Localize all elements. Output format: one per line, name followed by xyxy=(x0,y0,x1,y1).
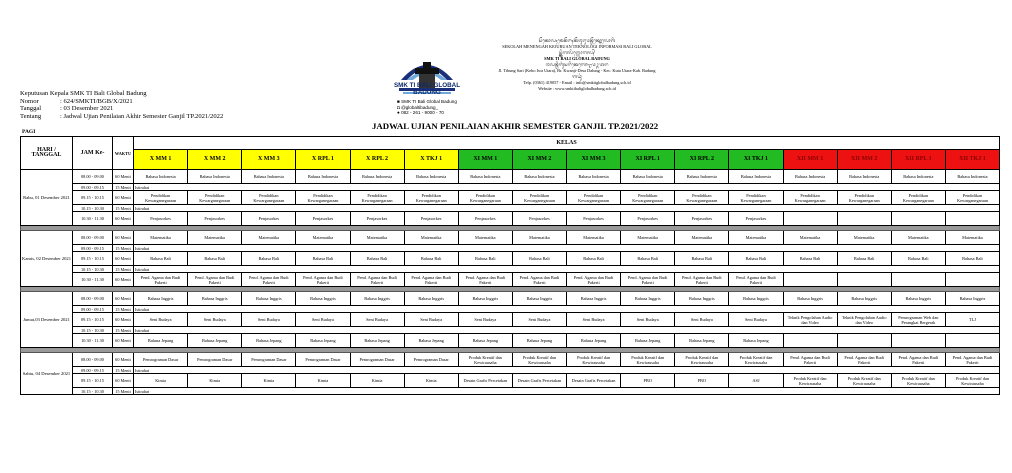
class-header: XI TKJ 1 xyxy=(729,150,783,170)
whatsapp-icon: ● xyxy=(397,110,402,116)
subject-cell: Produk Kreatif dan Kewirausaha xyxy=(891,374,945,388)
time-cell: 10.15 - 10.30 xyxy=(73,388,113,395)
subject-cell: Bahasa Indonesia xyxy=(783,170,837,184)
subject-cell: Produk Kreatif dan Kewirausaha xyxy=(458,353,512,367)
class-header: X TKJ 1 xyxy=(404,150,458,170)
time-cell: 09.15 - 10.15 xyxy=(73,313,113,327)
subject-cell: Bahasa Bali xyxy=(350,252,404,266)
subject-cell: Pend. Agama dan Budi Pakerti xyxy=(296,273,350,287)
subject-cell: Matematika xyxy=(783,231,837,245)
subject-cell: Seni Budaya xyxy=(350,313,404,327)
subject-cell: Kimia xyxy=(242,374,296,388)
subject-cell xyxy=(783,273,837,287)
subject-cell: Bahasa Jepang xyxy=(350,334,404,348)
header-jam: JAM Ke- xyxy=(73,137,113,170)
decree-label: Tanggal xyxy=(20,105,42,113)
session-label: PAGI xyxy=(22,129,36,135)
subject-cell: Bahasa Bali xyxy=(188,252,242,266)
subject-cell: Matematika xyxy=(404,231,458,245)
class-header: XII MM 1 xyxy=(783,150,837,170)
subject-cell: Bahasa Jepang xyxy=(567,334,621,348)
whatsapp-contact: ● 082 - 261 - 9000 - 70 xyxy=(397,110,444,116)
time-cell: 10.15 - 10.30 xyxy=(73,266,113,273)
subject-cell: Bahasa Indonesia xyxy=(837,170,891,184)
subject-cell: Pendidikan Kewarganegaraan xyxy=(891,191,945,205)
subject-cell: Matematika xyxy=(945,231,999,245)
duration-cell: 15 Menit xyxy=(113,245,134,252)
day-cell: Rabu, 01 Desember 2021 xyxy=(21,170,73,226)
time-cell: 09.00 - 09.15 xyxy=(73,367,113,374)
subject-cell: Penjasorkes xyxy=(404,212,458,226)
subject-cell: Pemrograman Dasar xyxy=(134,353,188,367)
duration-cell: 15 Menit xyxy=(113,306,134,313)
subject-cell: Pendidikan Kewarganegaraan xyxy=(296,191,350,205)
subject-cell: Pend. Agama dan Budi Pakerti xyxy=(242,273,296,287)
subject-cell: Bahasa Bali xyxy=(783,252,837,266)
subject-cell: Bahasa Bali xyxy=(945,252,999,266)
subject-cell: Pendidikan Kewarganegaraan xyxy=(783,191,837,205)
subject-cell: Seni Budaya xyxy=(296,313,350,327)
subject-cell: Bahasa Jepang xyxy=(404,334,458,348)
time-cell: 08.00 - 09.00 xyxy=(73,353,113,367)
class-header: XII MM 2 xyxy=(837,150,891,170)
subject-cell: Produk Kreatif dan Kewirausaha xyxy=(675,353,729,367)
time-cell: 09.00 - 09.15 xyxy=(73,245,113,252)
subject-cell: Desain Grafis Percetakan xyxy=(458,374,512,388)
subject-cell: Bahasa Jepang xyxy=(134,334,188,348)
subject-cell: Penjasorkes xyxy=(729,212,783,226)
subject-cell xyxy=(891,334,945,348)
table-row xyxy=(21,170,1000,184)
table-row xyxy=(21,374,1000,388)
duration-cell: 60 Menit xyxy=(113,252,134,266)
contact-list xyxy=(397,99,457,116)
subject-cell: Penjasorkes xyxy=(567,212,621,226)
subject-cell: PBO xyxy=(621,374,675,388)
subject-cell xyxy=(945,273,999,287)
subject-cell: Bahasa Inggris xyxy=(567,292,621,306)
subject-cell: Bahasa Inggris xyxy=(512,292,566,306)
time-cell: 10.30 - 11.30 xyxy=(73,212,113,226)
subject-cell: Bahasa Indonesia xyxy=(729,170,783,184)
subject-cell: Matematika xyxy=(458,231,512,245)
table-row xyxy=(21,273,1000,287)
decree-row-nomor xyxy=(20,98,223,106)
subject-cell xyxy=(837,334,891,348)
subject-cell: Bahasa Bali xyxy=(512,252,566,266)
subject-cell: Matematika xyxy=(837,231,891,245)
subject-cell: Seni Budaya xyxy=(729,313,783,327)
subject-cell: Matematika xyxy=(729,231,783,245)
subject-cell: TLJ xyxy=(945,313,999,327)
duration-cell: 60 Menit xyxy=(113,212,134,226)
duration-cell: 15 Menit xyxy=(113,327,134,334)
subject-cell: Bahasa Jepang xyxy=(242,334,296,348)
break-cell: Istirahat xyxy=(134,306,1000,313)
subject-cell: Pend. Agama dan Budi Pakerti xyxy=(404,273,458,287)
subject-cell: Pend. Agama dan Budi Pakerti xyxy=(675,273,729,287)
subject-cell: Desain Grafis Percetakan xyxy=(512,374,566,388)
subject-cell: Bahasa Indonesia xyxy=(512,170,566,184)
time-cell: 09.15 - 10.15 xyxy=(73,252,113,266)
table-row xyxy=(21,388,1000,395)
duration-cell: 15 Menit xyxy=(113,266,134,273)
subject-cell: Pemrograman Dasar xyxy=(350,353,404,367)
subject-cell: Pend. Agama dan Budi Pakerti xyxy=(783,353,837,367)
subject-cell: Produk Kreatif dan Kewirausaha xyxy=(837,374,891,388)
school-telp: Telp. (0361) 419057 - Email : info@smktiglobalbadung.sch.id xyxy=(523,80,631,85)
subject-cell: Pemrograman Dasar xyxy=(188,353,242,367)
table-row xyxy=(21,306,1000,313)
header-hari: HARI / TANGGAL xyxy=(21,137,73,170)
subject-cell: Pend. Agama dan Budi Pakerti xyxy=(567,273,621,287)
subject-cell: Penjasorkes xyxy=(512,212,566,226)
break-cell: Istirahat xyxy=(134,327,1000,334)
subject-cell: Pendidikan Kewarganegaraan xyxy=(512,191,566,205)
subject-cell: PBO xyxy=(675,374,729,388)
subject-cell: Matematika xyxy=(134,231,188,245)
schedule-table xyxy=(20,136,1000,395)
time-cell: 09.00 - 09.15 xyxy=(73,184,113,191)
subject-cell: Pend. Agama dan Budi Pakerti xyxy=(134,273,188,287)
subject-cell: Pendidikan Kewarganegaraan xyxy=(675,191,729,205)
duration-cell: 15 Menit xyxy=(113,388,134,395)
subject-cell: Seni Budaya xyxy=(188,313,242,327)
class-header: XI RPL 2 xyxy=(675,150,729,170)
break-cell: Istirahat xyxy=(134,266,1000,273)
subject-cell: Bahasa Bali xyxy=(729,252,783,266)
day-cell: Sabtu, 04 Desember 2021 xyxy=(21,353,73,395)
document-title: JADWAL UJIAN PENILAIAN AKHIR SEMESTER GANJIL TP.2021/2022 xyxy=(372,121,659,131)
time-cell: 10.15 - 10.30 xyxy=(73,327,113,334)
subject-cell: Produk Kreatif dan Kewirausaha xyxy=(567,353,621,367)
subject-cell: Pendidikan Kewarganegaraan xyxy=(134,191,188,205)
balinese-script-line: ᬩᬤᬸᬂ xyxy=(571,74,583,79)
class-header: X RPL 1 xyxy=(296,150,350,170)
subject-cell: Pendidikan Kewarganegaraan xyxy=(242,191,296,205)
table-row xyxy=(21,313,1000,327)
subject-cell: Penjasorkes xyxy=(458,212,512,226)
break-cell: Istirahat xyxy=(134,205,1000,212)
table-row xyxy=(21,353,1000,367)
subject-cell: Pend. Agama dan Budi Pakerti xyxy=(621,273,675,287)
subject-cell: Bahasa Inggris xyxy=(296,292,350,306)
subject-cell: Bahasa Bali xyxy=(675,252,729,266)
subject-cell: Bahasa Inggris xyxy=(188,292,242,306)
subject-cell: Bahasa Inggris xyxy=(458,292,512,306)
duration-cell: 60 Menit xyxy=(113,292,134,306)
subject-cell: Penjasorkes xyxy=(242,212,296,226)
subject-cell: Kimia xyxy=(188,374,242,388)
duration-cell: 60 Menit xyxy=(113,191,134,205)
subject-cell: Kimia xyxy=(350,374,404,388)
duration-cell: 60 Menit xyxy=(113,231,134,245)
subject-cell: Matematika xyxy=(675,231,729,245)
subject-cell xyxy=(945,334,999,348)
subject-cell: Pend. Agama dan Budi Pakerti xyxy=(891,353,945,367)
subject-cell: Bahasa Jepang xyxy=(458,334,512,348)
subject-cell: Bahasa Jepang xyxy=(621,334,675,348)
table-row xyxy=(21,367,1000,374)
subject-cell: Pendidikan Kewarganegaraan xyxy=(729,191,783,205)
subject-cell: Kimia xyxy=(296,374,350,388)
decree-value: : Jadwal Ujian Penilaian Akhir Semester Ganjil TP.2021/2022 xyxy=(60,112,224,120)
header-kelas: KELAS xyxy=(134,137,1000,150)
subject-cell: Bahasa Bali xyxy=(134,252,188,266)
facebook-icon: ■ xyxy=(397,99,402,104)
subject-cell: ASJ xyxy=(729,374,783,388)
table-row xyxy=(21,266,1000,273)
duration-cell: 60 Menit xyxy=(113,313,134,327)
subject-cell: Matematika xyxy=(891,231,945,245)
duration-cell: 60 Menit xyxy=(113,353,134,367)
subject-cell: Bahasa Indonesia xyxy=(296,170,350,184)
subject-cell: Seni Budaya xyxy=(404,313,458,327)
instagram-icon: ◘ xyxy=(397,104,402,110)
break-cell: Istirahat xyxy=(134,184,1000,191)
table-row xyxy=(21,327,1000,334)
decree-label: Tentang xyxy=(20,112,42,120)
break-cell: Istirahat xyxy=(134,388,1000,395)
subject-cell: Teknik Pengolahan Audio dan Video xyxy=(837,313,891,327)
subject-cell: Penjasorkes xyxy=(675,212,729,226)
decree-row-tanggal xyxy=(20,105,223,113)
subject-cell: Pend. Agama dan Budi Pakerti xyxy=(729,273,783,287)
subject-cell: Bahasa Indonesia xyxy=(134,170,188,184)
subject-cell: Seni Budaya xyxy=(567,313,621,327)
balinese-script-line: ᬲ᭄ᬫ᭄ᬓ᭄ᬢᬶᬩᬮᬶᬕ᭄ᬮᭀᬩᬮ᭄ xyxy=(559,50,595,55)
subject-cell: Penjasorkes xyxy=(188,212,242,226)
logo-title: SMK TI BALI GLOBAL BADUNG xyxy=(393,82,461,96)
subject-cell: Seni Budaya xyxy=(458,313,512,327)
table-row xyxy=(21,184,1000,191)
subject-cell: Matematika xyxy=(188,231,242,245)
subject-cell: Seni Budaya xyxy=(134,313,188,327)
decree-row-tentang xyxy=(20,113,223,121)
subject-cell: Seni Budaya xyxy=(242,313,296,327)
subject-cell: Bahasa Inggris xyxy=(134,292,188,306)
subject-cell: Bahasa Inggris xyxy=(945,292,999,306)
subject-cell: Bahasa Indonesia xyxy=(242,170,296,184)
subject-cell: Bahasa Inggris xyxy=(783,292,837,306)
duration-cell: 60 Menit xyxy=(113,334,134,348)
subject-cell: Produk Kreatif dan Kewirausaha xyxy=(945,374,999,388)
school-full-name: SEKOLAH MENENGAH KEJURUAN TEKNOLOGI INFORMASI BALI GLOBAL xyxy=(502,44,652,49)
day-cell: Kamis, 02 Desember 2021 xyxy=(21,231,73,287)
subject-cell: Bahasa Indonesia xyxy=(350,170,404,184)
subject-cell: Bahasa Bali xyxy=(891,252,945,266)
subject-cell xyxy=(837,212,891,226)
time-cell: 09.15 - 10.15 xyxy=(73,374,113,388)
subject-cell: Matematika xyxy=(296,231,350,245)
subject-cell: Produk Kreatif dan Kewirausaha xyxy=(729,353,783,367)
day-cell: Jumat,03 Desember 2021 xyxy=(21,292,73,348)
class-header: XI MM 2 xyxy=(512,150,566,170)
table-row xyxy=(21,292,1000,306)
subject-cell: Pemrograman Dasar xyxy=(404,353,458,367)
subject-cell: Pendidikan Kewarganegaraan xyxy=(945,191,999,205)
subject-cell: Bahasa Jepang xyxy=(512,334,566,348)
balinese-script-line: ᬚᬮᬦ᭄ᬢᬶᬩᬸᬂᬲᬭᬶᬓᬾᬩᭀᬇᬯᬉᬢᬭ xyxy=(545,62,609,67)
subject-cell: Pendidikan Kewarganegaraan xyxy=(350,191,404,205)
subject-cell: Pend. Agama dan Budi Pakerti xyxy=(512,273,566,287)
subject-cell: Bahasa Inggris xyxy=(350,292,404,306)
time-cell: 10.30 - 11.30 xyxy=(73,334,113,348)
subject-cell: Pend. Agama dan Budi Pakerti xyxy=(458,273,512,287)
subject-cell: Bahasa Indonesia xyxy=(567,170,621,184)
subject-cell xyxy=(783,334,837,348)
decree-label: Nomor xyxy=(20,97,39,105)
subject-cell: Bahasa Bali xyxy=(242,252,296,266)
subject-cell: Matematika xyxy=(512,231,566,245)
subject-cell: Pendidikan Kewarganegaraan xyxy=(621,191,675,205)
class-header: XI RPL 1 xyxy=(621,150,675,170)
subject-cell: Pemrograman Dasar xyxy=(296,353,350,367)
subject-cell: Bahasa Jepang xyxy=(188,334,242,348)
decree-heading: Keputusan Kepala SMK TI Bali Global Badung xyxy=(20,90,147,97)
time-cell: 10.30 - 11.30 xyxy=(73,273,113,287)
duration-cell: 15 Menit xyxy=(113,367,134,374)
class-header: XII RPL 1 xyxy=(891,150,945,170)
subject-cell: Pemrograman Dasar xyxy=(242,353,296,367)
table-row xyxy=(21,231,1000,245)
subject-cell: Bahasa Bali xyxy=(296,252,350,266)
subject-cell: Bahasa Indonesia xyxy=(945,170,999,184)
break-cell: Istirahat xyxy=(134,245,1000,252)
instagram-contact: ◘ @globaltibadung_ xyxy=(397,104,439,110)
subject-cell xyxy=(837,273,891,287)
subject-cell: Seni Budaya xyxy=(675,313,729,327)
subject-cell: Pemrograman Web dan Perangkat Bergerak xyxy=(891,313,945,327)
subject-cell: Matematika xyxy=(621,231,675,245)
subject-cell: Bahasa Bali xyxy=(837,252,891,266)
table-row xyxy=(21,252,1000,266)
subject-cell: Matematika xyxy=(242,231,296,245)
table-row xyxy=(21,334,1000,348)
table-row xyxy=(21,191,1000,205)
decree-block xyxy=(20,90,223,120)
duration-cell: 60 Menit xyxy=(113,374,134,388)
schedule-table-wrap xyxy=(20,136,1000,395)
subject-cell: Pend. Agama dan Budi Pakerti xyxy=(945,353,999,367)
subject-cell: Produk Kreatif dan Kewirausaha xyxy=(512,353,566,367)
time-cell: 09.00 - 09.15 xyxy=(73,306,113,313)
duration-cell: 15 Menit xyxy=(113,205,134,212)
subject-cell xyxy=(891,273,945,287)
subject-cell: Desain Grafis Percetakan xyxy=(567,374,621,388)
subject-cell: Pend. Agama dan Budi Pakerti xyxy=(837,353,891,367)
class-header: X MM 1 xyxy=(134,150,188,170)
school-web: Website : www.smktibaliglobalbadung.sch.id xyxy=(538,86,616,91)
subject-cell: Penjasorkes xyxy=(134,212,188,226)
subject-cell: Seni Budaya xyxy=(512,313,566,327)
class-header: XI MM 1 xyxy=(458,150,512,170)
subject-cell: Bahasa Bali xyxy=(621,252,675,266)
subject-cell xyxy=(891,212,945,226)
subject-cell: Pendidikan Kewarganegaraan xyxy=(188,191,242,205)
subject-cell: Penjasorkes xyxy=(296,212,350,226)
subject-cell: Penjasorkes xyxy=(350,212,404,226)
subject-cell: Bahasa Bali xyxy=(458,252,512,266)
table-row xyxy=(21,212,1000,226)
school-short-name: SMK TI BALI GLOBAL BADUNG xyxy=(544,56,610,61)
subject-cell: Bahasa Inggris xyxy=(891,292,945,306)
subject-cell: Bahasa Indonesia xyxy=(891,170,945,184)
subject-cell xyxy=(783,212,837,226)
decree-value: : 03 Desember 2021 xyxy=(60,105,114,113)
subject-cell: Bahasa Inggris xyxy=(621,292,675,306)
subject-cell: Seni Budaya xyxy=(621,313,675,327)
time-cell: 08.00 - 09.00 xyxy=(73,170,113,184)
subject-cell: Pend. Agama dan Budi Pakerti xyxy=(350,273,404,287)
time-cell: 08.00 - 09.00 xyxy=(73,231,113,245)
subject-cell: Bahasa Indonesia xyxy=(675,170,729,184)
balinese-script-line: ᬲᭂᬓᭀᬮᬄᬫᬾᬦᭂᬗᬄᬓᭂᬚᬸᬭᬸᬯᬦ᭄ᬢᭂᬓ᭄ᬦᭀᬮᭀᬕᬶ xyxy=(538,38,616,43)
duration-cell: 15 Menit xyxy=(113,184,134,191)
subject-cell: Bahasa Inggris xyxy=(242,292,296,306)
class-header: X RPL 2 xyxy=(350,150,404,170)
subject-cell: Kimia xyxy=(134,374,188,388)
subject-cell: Bahasa Bali xyxy=(404,252,458,266)
class-header: X MM 2 xyxy=(188,150,242,170)
class-header: XI MM 3 xyxy=(567,150,621,170)
subject-cell: Bahasa Inggris xyxy=(729,292,783,306)
subject-cell: Penjasorkes xyxy=(621,212,675,226)
subject-cell: Bahasa Indonesia xyxy=(458,170,512,184)
subject-cell: Teknik Pengolahan Audio dan Video xyxy=(783,313,837,327)
subject-cell: Pendidikan Kewarganegaraan xyxy=(404,191,458,205)
duration-cell: 60 Menit xyxy=(113,273,134,287)
subject-cell: Kimia xyxy=(404,374,458,388)
subject-cell: Pendidikan Kewarganegaraan xyxy=(567,191,621,205)
table-row xyxy=(21,245,1000,252)
school-letterhead xyxy=(462,38,692,92)
subject-cell: Bahasa Jepang xyxy=(296,334,350,348)
subject-cell: Bahasa Indonesia xyxy=(621,170,675,184)
subject-cell: Bahasa Inggris xyxy=(404,292,458,306)
subject-cell: Matematika xyxy=(567,231,621,245)
break-cell: Istirahat xyxy=(134,367,1000,374)
facebook-contact: ■ SMK TI Bali Global Badung xyxy=(397,99,457,104)
class-header: XII TKJ 1 xyxy=(945,150,999,170)
subject-cell: Pendidikan Kewarganegaraan xyxy=(458,191,512,205)
duration-cell: 60 Menit xyxy=(113,170,134,184)
class-header: X MM 3 xyxy=(242,150,296,170)
subject-cell: Pend. Agama dan Budi Pakerti xyxy=(188,273,242,287)
decree-value: : 624/SMKTI/BGB/X/2021 xyxy=(60,97,133,105)
subject-cell: Produk Kreatif dan Kewirausaha xyxy=(621,353,675,367)
subject-cell: Pendidikan Kewarganegaraan xyxy=(837,191,891,205)
time-cell: 09.15 - 10.15 xyxy=(73,191,113,205)
subject-cell: Bahasa Bali xyxy=(567,252,621,266)
subject-cell: Matematika xyxy=(350,231,404,245)
header-waktu: WAKTU xyxy=(113,137,134,170)
subject-cell: Bahasa Inggris xyxy=(675,292,729,306)
time-cell: 10.15 - 10.30 xyxy=(73,205,113,212)
subject-cell: Bahasa Inggris xyxy=(837,292,891,306)
time-cell: 08.00 - 09.00 xyxy=(73,292,113,306)
subject-cell xyxy=(945,212,999,226)
subject-cell: Bahasa Indonesia xyxy=(404,170,458,184)
subject-cell: Bahasa Indonesia xyxy=(188,170,242,184)
table-row xyxy=(21,205,1000,212)
subject-cell: Bahasa Jepang xyxy=(729,334,783,348)
subject-cell: Produk Kreatif dan Kewirausaha xyxy=(783,374,837,388)
school-address: Jl. Tibung Sari (Kebo Iwa Utara), Br. Kwanji-Desa Dalung - Kec. Kuta Utara-Kab. Badung xyxy=(498,68,656,73)
subject-cell: Bahasa Jepang xyxy=(675,334,729,348)
